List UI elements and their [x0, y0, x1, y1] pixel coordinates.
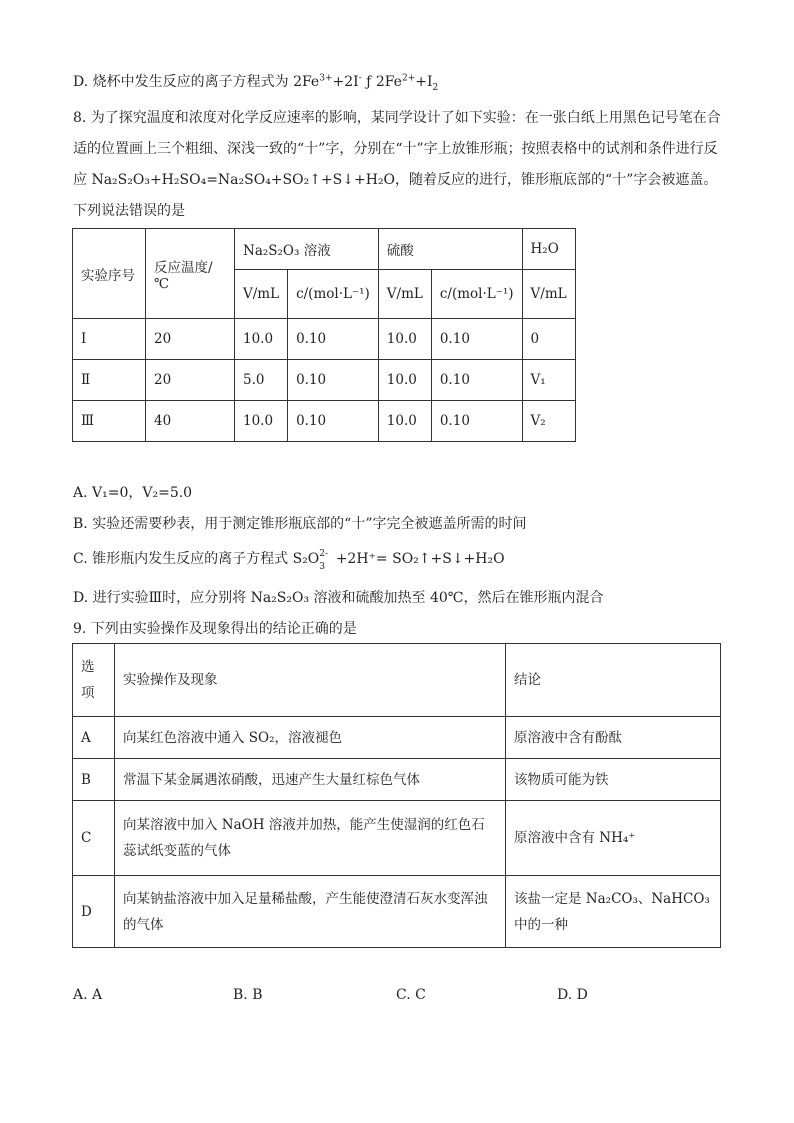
q9-h-operation: 实验操作及现象 — [115, 644, 506, 717]
q8-row2-water: V₁ — [522, 360, 575, 401]
q8-stem-part1: 8. 为了探究温度和浓度对化学反应速率的影响，某同学设计了如下实验：在一张白纸上用黑色记号笔在合适的位置画上三个粗细、深浅一致的“十”字，分别在“十”字上放锥形瓶；按照表格中的试剂和条件进行反应 — [73, 110, 721, 188]
table-row — [73, 759, 721, 801]
q9-stem: 9. 下列由实验操作及现象得出的结论正确的是 — [73, 621, 357, 637]
table-row — [73, 360, 576, 401]
q8-row3-v2: 10.0 — [378, 401, 431, 442]
q8-c-sub: 3 — [319, 562, 325, 572]
q8-option-d: D. 进行实验Ⅲ时，应分别将 Na₂S₂O₃ 溶液和硫酸加热至 40℃，然后在锥形瓶内混合 — [73, 590, 604, 606]
q7-d-product: 2Fe — [375, 74, 402, 90]
q7-option-d — [73, 73, 438, 91]
q9-row-b-con: 该物质可能为铁 — [506, 759, 721, 801]
q8-c-end: +2H⁺= SO₂↑+S↓+H₂O — [331, 551, 505, 567]
q9-choice-b: B. B — [233, 987, 263, 1003]
q9-h-option: 选项 — [73, 644, 115, 717]
q8-option-c — [73, 549, 505, 572]
q8-row2-id: Ⅱ — [73, 360, 146, 401]
q8-row1-temp: 20 — [146, 319, 235, 360]
q9-row-c-opt: C — [73, 801, 115, 876]
q9-table — [72, 643, 721, 948]
q8-row1-c2: 0.10 — [431, 319, 522, 360]
q9-h-conclusion: 结论 — [506, 644, 721, 717]
table-row — [73, 876, 721, 948]
q8-sub-v1: V/mL — [235, 270, 288, 319]
q8-c-supsub — [319, 549, 331, 572]
q7-d-sup2: - — [358, 73, 362, 84]
q9-choice-c: C. C — [396, 987, 426, 1003]
q8-h-na2s2o3: Na₂S₂O₃ 溶液 — [235, 229, 379, 270]
q9-row-a-con: 原溶液中含有酚酞 — [506, 717, 721, 759]
q9-row-c-op: 向某溶液中加入 NaOH 溶液并加热，能产生使湿润的红色石蕊试纸变蓝的气体 — [115, 801, 506, 876]
q7-d-sub: 2 — [432, 82, 439, 93]
q8-sub-c2: c/(mol·L⁻¹) — [431, 270, 522, 319]
q8-sub-vw: V/mL — [522, 270, 575, 319]
q8-option-a: A. V₁=0，V₂=5.0 — [73, 485, 193, 501]
q8-row3-temp: 40 — [146, 401, 235, 442]
q8-row2-v2: 10.0 — [378, 360, 431, 401]
q8-row3-c2: 0.10 — [431, 401, 522, 442]
q9-row-a-op: 向某红色溶液中通入 SO₂，溶液褪色 — [115, 717, 506, 759]
q7-d-mid: +2I — [332, 74, 359, 90]
q8-h-acid: 硫酸 — [378, 229, 522, 270]
q8-row1-id: Ⅰ — [73, 319, 146, 360]
q8-stem-part2: ，随着反应的进行，锥形瓶底部的“十”字会被遮盖。下列说法错误的是 — [73, 172, 718, 219]
table-row — [73, 801, 721, 876]
q7-d-sup1: 3+ — [319, 73, 333, 84]
q7-d-prefix: D. 烧杯中发生反应的离子方程式为 2Fe — [73, 74, 320, 90]
q8-option-b: B. 实验还需要秒表，用于测定锥形瓶底部的“十”字完全被遮盖所需的时间 — [73, 516, 527, 532]
q9-row-d-con: 该盐一定是 Na₂CO₃、NaHCO₃ 中的一种 — [506, 876, 721, 948]
q9-row-d-opt: D — [73, 876, 115, 948]
q8-row1-water: 0 — [522, 319, 575, 360]
q8-h-water: H₂O — [522, 229, 575, 270]
q8-stem-equation: Na₂S₂O₃+H₂SO₄=Na₂SO₄+SO₂↑+S↓+H₂O — [91, 172, 396, 188]
table-row — [73, 319, 576, 360]
q9-row-b-op: 常温下某金属遇浓硝酸，迅速产生大量红棕色气体 — [115, 759, 506, 801]
q9-row-c-con: 原溶液中含有 NH₄⁺ — [506, 801, 721, 876]
table-row — [73, 717, 721, 759]
q8-row2-v1: 5.0 — [235, 360, 288, 401]
q7-d-end: +I — [415, 74, 433, 90]
q9-choice-a: A. A — [73, 987, 103, 1003]
q8-row3-v1: 10.0 — [235, 401, 288, 442]
q9-row-d-op: 向某钠盐溶液中加入足量稀盐酸，产生能使澄清石灰水变浑浊的气体 — [115, 876, 506, 948]
q8-c-prefix: C. 锥形瓶内发生反应的离子方程式 S₂O — [73, 551, 320, 567]
q9-row-b-opt: B — [73, 759, 115, 801]
q8-row3-c1: 0.10 — [288, 401, 379, 442]
q8-row1-c1: 0.10 — [288, 319, 379, 360]
q8-row2-c1: 0.10 — [288, 360, 379, 401]
q8-row1-v1: 10.0 — [235, 319, 288, 360]
q9-row-a-opt: A — [73, 717, 115, 759]
q8-sub-c1: c/(mol·L⁻¹) — [288, 270, 379, 319]
q9-choice-d: D. D — [557, 987, 588, 1003]
q7-d-arrow: ƒ — [361, 74, 376, 90]
table-row — [73, 401, 576, 442]
q8-row3-water: V₂ — [522, 401, 575, 442]
q8-h-index: 实验序号 — [73, 229, 146, 319]
q8-h-temp: 反应温度/℃ — [146, 229, 235, 319]
q8-row3-id: Ⅲ — [73, 401, 146, 442]
q7-d-sup3: 2+ — [401, 73, 416, 84]
q8-row2-c2: 0.10 — [431, 360, 522, 401]
q8-stem — [73, 103, 723, 227]
q8-table — [72, 228, 576, 442]
q8-row1-v2: 10.0 — [378, 319, 431, 360]
q8-sub-v2: V/mL — [378, 270, 431, 319]
q8-c-sup: 2- — [319, 549, 329, 559]
q8-row2-temp: 20 — [146, 360, 235, 401]
